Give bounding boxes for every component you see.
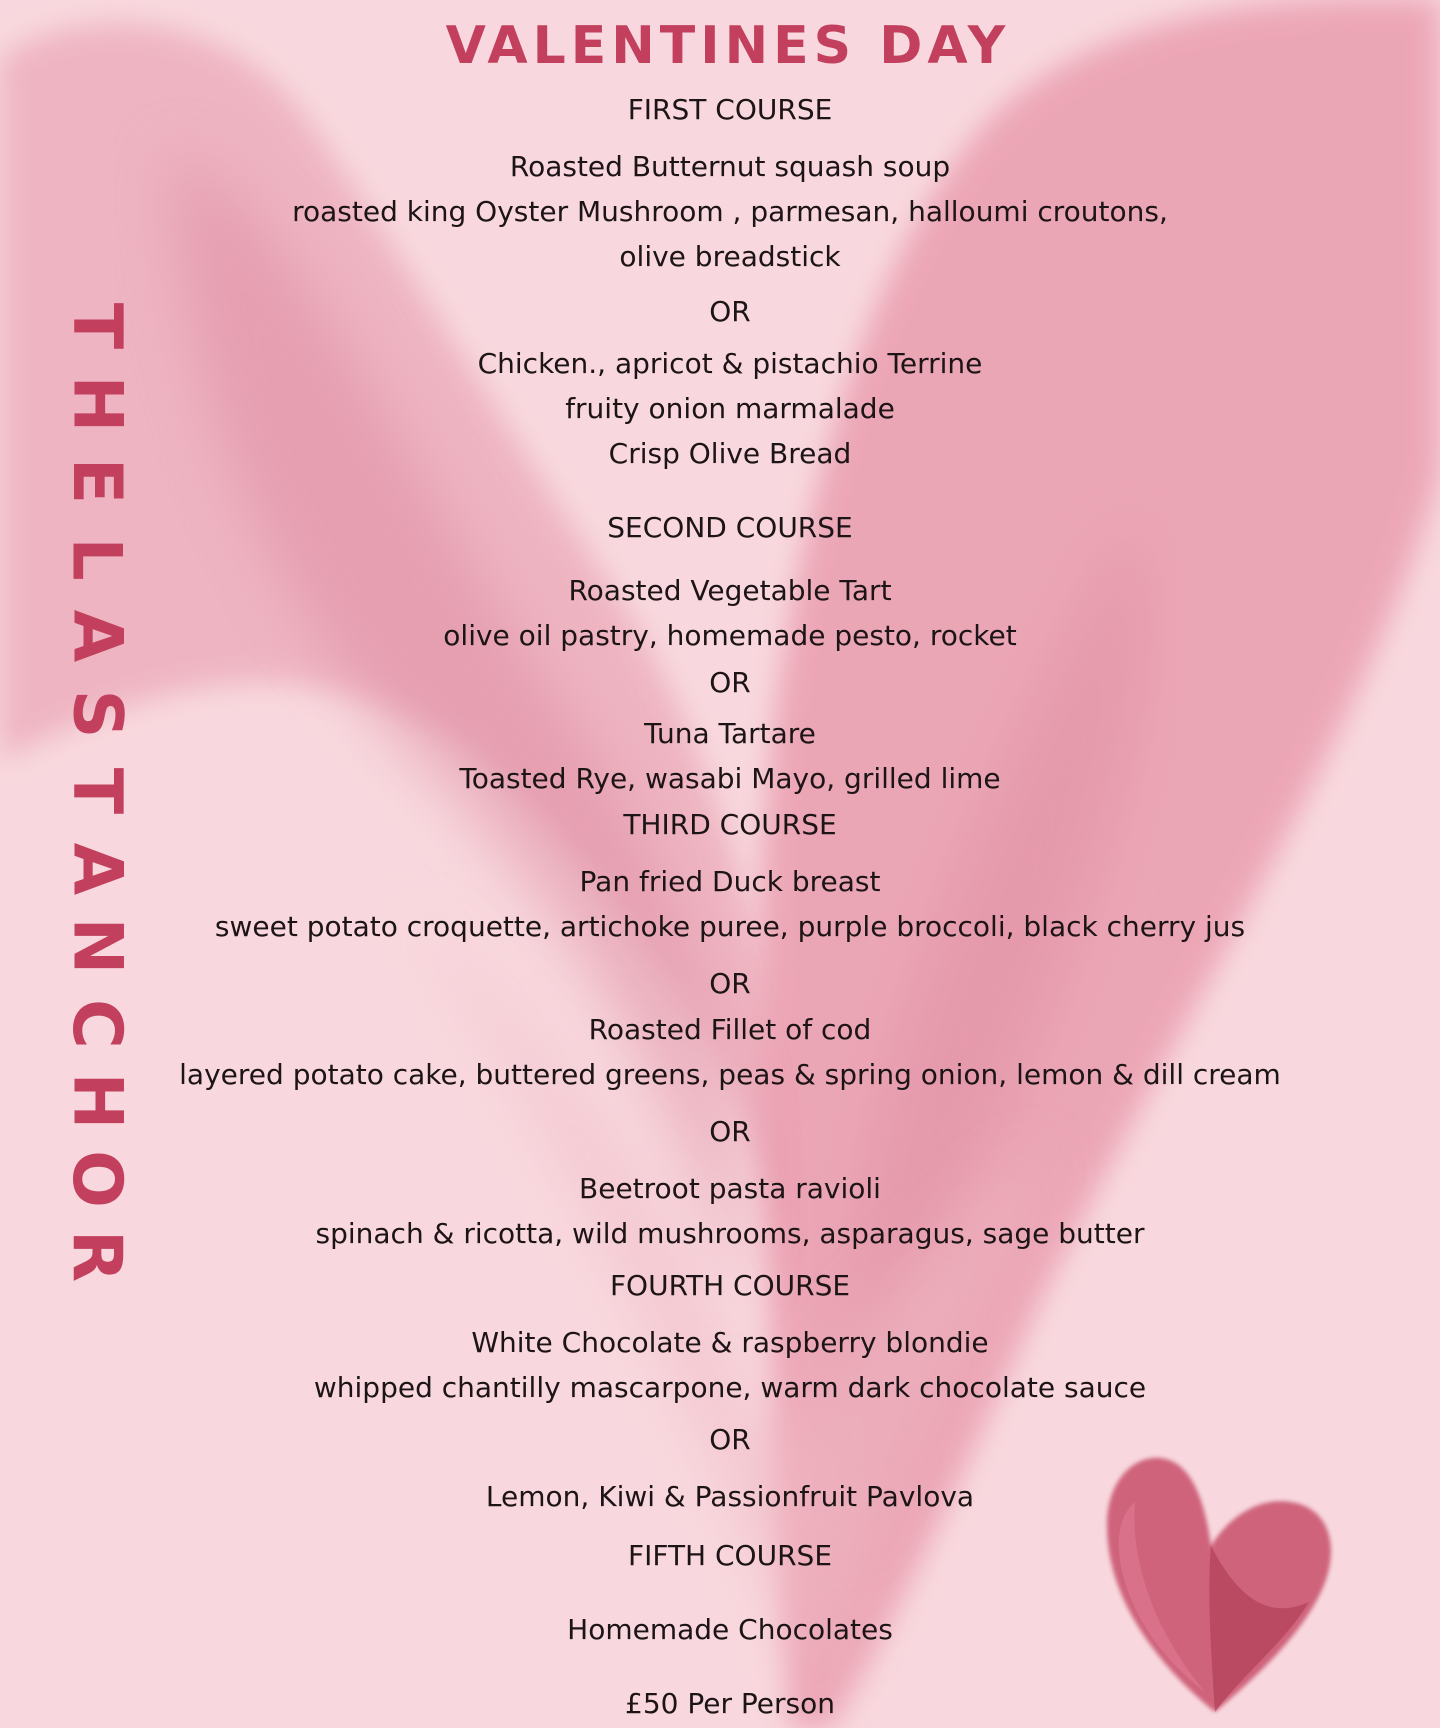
menu-title: VALENTINES DAY — [445, 16, 1011, 76]
menu-item: whipped chantilly mascarpone, warm dark chocolate sauce — [313, 1371, 1147, 1404]
menu-item: Toasted Rye, wasabi Mayo, grilled lime — [459, 762, 1001, 795]
side-title-letter: S — [56, 689, 136, 738]
restaurant-name-vertical — [56, 296, 136, 1286]
menu-item: Pan fried Duck breast — [579, 865, 881, 898]
menu-item: layered potato cake, buttered greens, peas & spring onion, lemon & dill cream — [179, 1058, 1281, 1091]
side-title-letter: N — [56, 917, 136, 975]
course-heading: FIFTH COURSE — [627, 1539, 833, 1572]
menu-item: Roasted Vegetable Tart — [568, 574, 892, 607]
menu-item: roasted king Oyster Mushroom , parmesan, halloumi croutons, — [292, 195, 1168, 228]
menu-item: olive oil pastry, homemade pesto, rocket — [443, 619, 1017, 652]
or-separator: OR — [709, 295, 751, 328]
menu-item: sweet potato croquette, artichoke puree, purple broccoli, black cherry jus — [214, 910, 1246, 943]
course-heading: FIRST COURSE — [627, 93, 833, 126]
menu-item: Crisp Olive Bread — [608, 437, 852, 470]
menu-item: Beetroot pasta ravioli — [579, 1172, 881, 1205]
side-title-letter: T — [56, 302, 136, 350]
side-title-letter: H — [56, 375, 136, 432]
heart-icon — [1095, 1442, 1345, 1728]
side-title-letter: L — [57, 536, 136, 581]
side-title-letter: A — [56, 609, 136, 663]
side-title-letter: C — [57, 998, 136, 1049]
menu-item: spinach & ricotta, wild mushrooms, asparagus, sage butter — [315, 1217, 1145, 1250]
menu-item: White Chocolate & raspberry blondie — [471, 1326, 989, 1359]
course-heading: FOURTH COURSE — [609, 1269, 851, 1302]
side-title-letter: T — [56, 767, 136, 815]
or-separator: OR — [709, 967, 751, 1000]
course-heading: THIRD COURSE — [623, 808, 837, 841]
menu-item: Tuna Tartare — [644, 717, 816, 750]
menu-item: Lemon, Kiwi & Passionfruit Pavlova — [485, 1480, 975, 1513]
menu-item: olive breadstick — [619, 240, 841, 273]
or-separator: OR — [709, 1423, 751, 1456]
menu-item: Chicken., apricot & pistachio Terrine — [477, 347, 983, 380]
side-title-letter: H — [56, 1072, 136, 1130]
or-separator: OR — [709, 1115, 751, 1148]
or-separator: OR — [709, 666, 751, 699]
menu-item: Homemade Chocolates — [567, 1613, 893, 1646]
menu-item: Roasted Fillet of cod — [588, 1013, 872, 1046]
menu-item: £50 Per Person — [625, 1687, 835, 1720]
side-title-letter: A — [56, 842, 136, 895]
menu-item: Roasted Butternut squash soup — [509, 150, 951, 183]
side-title-letter: R — [57, 1229, 136, 1283]
menu-item: fruity onion marmalade — [565, 392, 895, 425]
side-title-letter: O — [57, 1149, 136, 1208]
side-title-letter: E — [56, 457, 136, 505]
course-heading: SECOND COURSE — [607, 511, 853, 544]
